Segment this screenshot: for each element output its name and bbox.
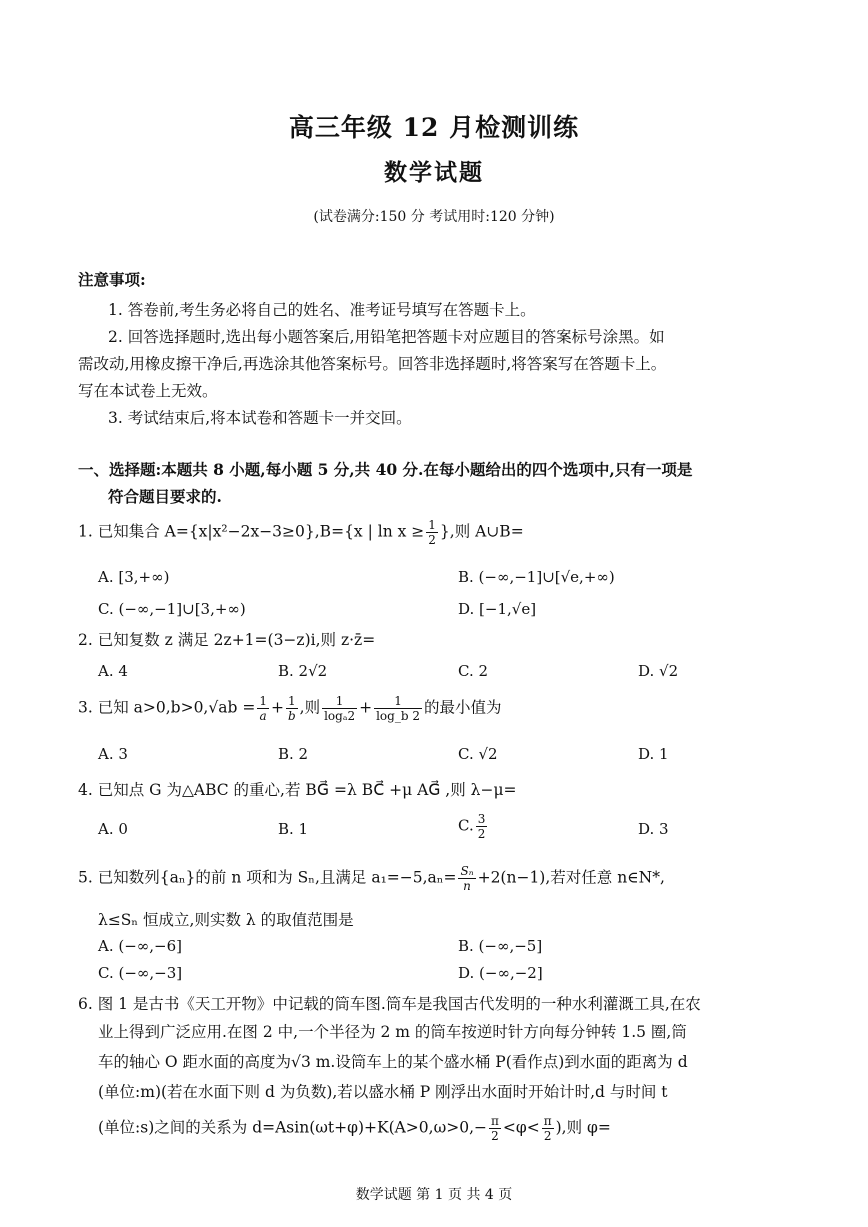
- q2-option-a: A. 4: [98, 662, 128, 680]
- question-6-line-5: [98, 1114, 611, 1143]
- fraction-numerator: 1: [428, 518, 436, 532]
- fraction-denominator: 2: [543, 1129, 552, 1143]
- q6-fraction: [542, 1114, 554, 1143]
- q6-stem-part: <φ<: [502, 1118, 540, 1137]
- fraction-numerator: 1: [286, 694, 298, 709]
- q1-stem-part: 1. 已知集合 A={x|x²−2x−3≥0},B=: [78, 522, 345, 541]
- plus-sign: +: [270, 698, 284, 717]
- q1-fraction: [426, 518, 438, 547]
- q2-option-b: B. 2√2: [278, 662, 328, 680]
- notice-item-2: 2. 回答选择题时,选出每小题答案后,用铅笔把答题卡对应题目的答案标号涂黑。如: [108, 328, 665, 346]
- exam-info: (试卷满分:150 分 考试用时:120 分钟): [313, 209, 555, 225]
- question-5-stem-cont: λ≤Sₙ 恒成立,则实数 λ 的取值范围是: [98, 911, 354, 929]
- q4-fraction: [476, 812, 488, 841]
- q3-fraction: [322, 694, 357, 723]
- q3-option-a: A. 3: [98, 745, 128, 763]
- question-2-stem: 2. 已知复数 z 满足 2z+1=(3−z)i,则 z·z̄=: [78, 631, 376, 649]
- q1-option-a: A. [3,+∞): [98, 568, 170, 586]
- fraction-denominator: n: [463, 879, 471, 893]
- question-4-stem: 4. 已知点 G 为△ABC 的重心,若 BG⃗ =λ BC⃗ +μ AG⃗ ,则 λ−μ=: [78, 781, 517, 799]
- q3-stem-part: 的最小值为: [423, 698, 502, 717]
- q5-option-c: C. (−∞,−3]: [98, 964, 183, 982]
- fraction-denominator: a: [259, 709, 267, 723]
- fraction-numerator: 1: [374, 694, 422, 709]
- q3-option-d: D. 1: [638, 745, 669, 763]
- q3-stem-part: ,则: [299, 698, 321, 717]
- question-3-stem: [78, 694, 501, 723]
- q5-stem-part: +2(n−1),若对任意 n∈N*,: [477, 868, 665, 887]
- fraction-numerator: 1: [322, 694, 357, 709]
- q4-option-d: D. 3: [638, 820, 669, 838]
- fraction-denominator: log_b 2: [376, 709, 420, 723]
- q3-stem-part: 3. 已知 a>0,b>0,√ab =: [78, 698, 256, 717]
- option-label: C.: [458, 816, 474, 835]
- fraction-numerator: 1: [259, 694, 267, 708]
- q5-option-d: D. (−∞,−2]: [458, 964, 543, 982]
- q1-stem-part: },则 A∪B=: [439, 522, 524, 541]
- q6-fraction: [489, 1114, 501, 1143]
- q4-option-b: B. 1: [278, 820, 309, 838]
- q2-option-c: C. 2: [458, 662, 489, 680]
- fraction-denominator: 2: [477, 827, 486, 841]
- section-heading: 一、选择题:本题共 8 小题,每小题 5 分,共 40 分.在每小题给出的四个选项中,只有一项是: [78, 460, 693, 479]
- q4-option-c: [458, 812, 489, 841]
- question-6-line-1: 6. 图 1 是古书《天工开物》中记载的筒车图.筒车是我国古代发明的一种水利灌溉工具,在农: [78, 995, 701, 1013]
- fraction-denominator: 2: [428, 533, 436, 547]
- fraction-denominator: logₐ2: [324, 709, 356, 723]
- fraction-numerator: 3: [477, 812, 486, 826]
- notice-heading: 注意事项:: [78, 270, 146, 289]
- q2-option-d: D. √2: [638, 662, 679, 680]
- q6-stem-part: (单位:s)之间的关系为 d=Asin(ωt+φ)+K(A>0,ω>0,−: [98, 1118, 487, 1137]
- page-footer: 数学试题 第 1 页 共 4 页: [355, 1187, 513, 1203]
- q5-fraction: [458, 864, 475, 893]
- q1-option-c: C. (−∞,−1]∪[3,+∞): [98, 600, 246, 618]
- notice-item-2-end: 写在本试卷上无效。: [78, 382, 218, 400]
- exam-title: 高三年级 12 月检测训练: [288, 113, 580, 142]
- q5-option-b: B. (−∞,−5]: [458, 937, 543, 955]
- question-5-stem: [78, 864, 665, 893]
- fraction-denominator: 2: [491, 1129, 499, 1143]
- q3-fraction: [286, 694, 298, 723]
- exam-subject: 数学试题: [384, 159, 484, 186]
- plus-sign: +: [359, 698, 373, 717]
- question-6-line-2: 业上得到广泛应用.在图 2 中,一个半径为 2 m 的筒车按逆时针方向每分钟转 1.5 圈,筒: [98, 1023, 687, 1041]
- q3-fraction: [374, 694, 422, 723]
- question-6-line-3: 车的轴心 O 距水面的高度为√3 m.设筒车上的某个盛水桶 P(看作点)到水面的距离为 d: [98, 1053, 688, 1071]
- fraction-numerator: π: [490, 1114, 499, 1128]
- fraction-denominator: b: [287, 709, 296, 723]
- question-1-stem: [78, 518, 524, 547]
- q3-fraction: [257, 694, 269, 723]
- q5-option-a: A. (−∞,−6]: [98, 937, 183, 955]
- q3-option-b: B. 2: [278, 745, 309, 763]
- q1-option-d: D. [−1,√e]: [458, 600, 537, 618]
- question-6-line-4: (单位:m)(若在水面下则 d 为负数),若以盛水桶 P 刚浮出水面时开始计时,d 与时间 t: [98, 1083, 668, 1101]
- section-heading-cont: 符合题目要求的.: [108, 487, 222, 506]
- q1-stem-part: {x | ln x ≥: [344, 522, 425, 541]
- q3-option-c: C. √2: [458, 745, 498, 763]
- q1-option-b: B. (−∞,−1]∪[√e,+∞): [458, 568, 615, 586]
- notice-item-1: 1. 答卷前,考生务必将自己的姓名、准考证号填写在答题卡上。: [108, 301, 536, 319]
- q6-stem-part: ),则 φ=: [555, 1118, 611, 1137]
- q5-stem-part: 5. 已知数列{aₙ}的前 n 项和为 Sₙ,且满足 a₁=−5,aₙ=: [78, 868, 457, 887]
- notice-item-2-cont: 需改动,用橡皮擦干净后,再选涂其他答案标号。回答非选择题时,将答案写在答题卡上。: [78, 355, 667, 373]
- fraction-numerator: Sₙ: [460, 864, 474, 878]
- fraction-numerator: π: [543, 1114, 552, 1128]
- q4-option-a: A. 0: [98, 820, 128, 838]
- notice-item-3: 3. 考试结束后,将本试卷和答题卡一并交回。: [108, 409, 412, 427]
